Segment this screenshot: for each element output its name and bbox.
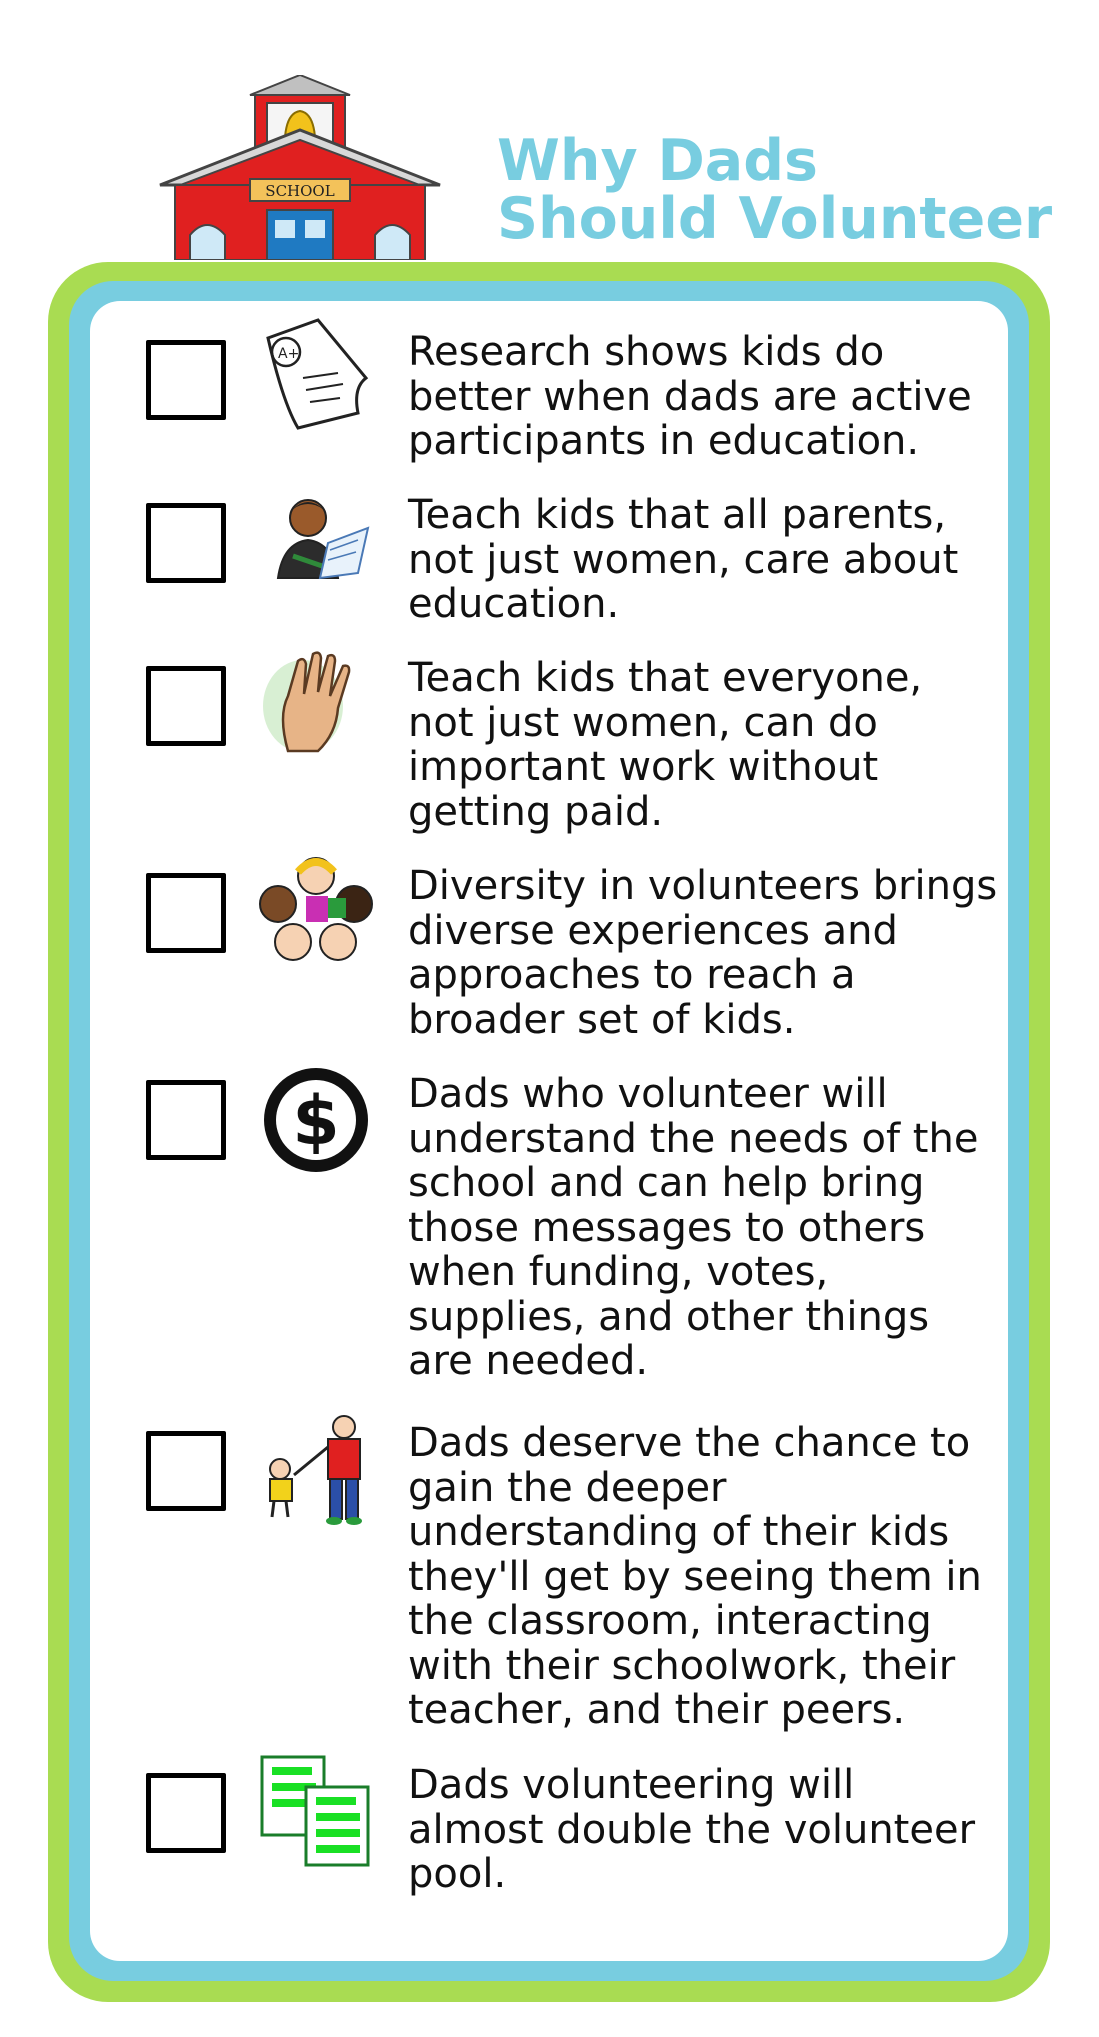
diverse-group-icon bbox=[258, 854, 374, 970]
school-sign: SCHOOL bbox=[265, 182, 335, 200]
checkbox[interactable] bbox=[146, 503, 226, 583]
dollar-icon bbox=[258, 1062, 374, 1178]
helping-hand-icon bbox=[258, 646, 374, 762]
checkbox[interactable] bbox=[146, 873, 226, 953]
checkbox[interactable] bbox=[146, 340, 226, 420]
checkbox[interactable] bbox=[146, 666, 226, 746]
page-title: Why Dads Should Volunteer bbox=[497, 128, 1053, 252]
svg-text:A+: A+ bbox=[278, 346, 300, 362]
item-text: Research shows kids do better when dads are active participants in education. bbox=[408, 329, 972, 464]
dad-and-child-icon bbox=[258, 1413, 374, 1529]
checkbox[interactable] bbox=[146, 1080, 226, 1160]
item-text: Dads deserve the chance to gain the deeper understanding of their kids they'll get by seeing them in the classroom, interacting with their schoolwork, their teacher, and their peers. bbox=[408, 1420, 982, 1733]
svg-text:$: $ bbox=[292, 1082, 340, 1161]
graded-paper-icon bbox=[258, 318, 374, 434]
item-text: Dads volunteering will almost double the volunteer pool. bbox=[408, 1762, 976, 1897]
item-text: Diversity in volunteers brings diverse experiences and approaches to reach a broader set of kids. bbox=[408, 863, 998, 1043]
item-text: Dads who volunteer will understand the needs of the school and can help bring those messages to others when funding, votes, supplies, and other things are needed. bbox=[408, 1071, 979, 1384]
dad-reading-icon bbox=[258, 488, 374, 604]
schoolhouse-icon bbox=[155, 75, 445, 260]
documents-icon bbox=[258, 1753, 374, 1869]
item-text: Teach kids that everyone, not just women, can do important work without getting paid. bbox=[408, 655, 923, 835]
checkbox[interactable] bbox=[146, 1773, 226, 1853]
checkbox[interactable] bbox=[146, 1431, 226, 1511]
item-text: Teach kids that all parents, not just women, care about education. bbox=[408, 492, 959, 627]
